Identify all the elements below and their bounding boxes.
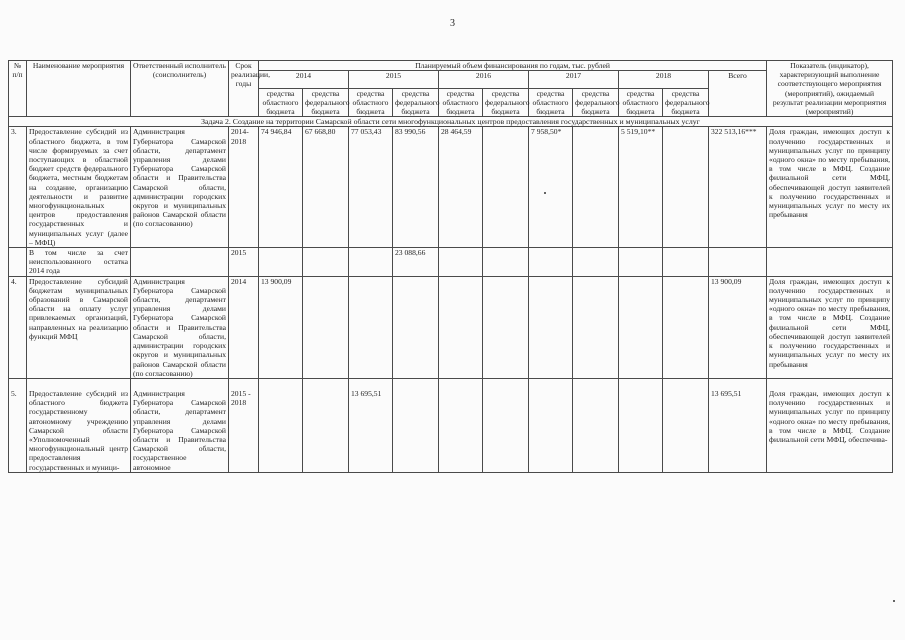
header-name: Наименование мероприятия <box>27 61 131 117</box>
value-cell: 77 053,43 <box>349 127 393 248</box>
header-regional-budget: средства областного бюджета <box>529 88 573 117</box>
value-cell <box>439 378 483 472</box>
header-federal-budget: средства федерального бюджета <box>483 88 529 117</box>
executor: Администрация Губернатора Самарской области, департамент управления делами Губернатора Самарской области и Правительства Самарской области, государственное автономное <box>131 378 229 472</box>
value-cell <box>303 276 349 378</box>
value-cell <box>529 276 573 378</box>
term: 2014-2018 <box>229 127 259 248</box>
header-regional-budget: средства областного бюджета <box>619 88 663 117</box>
value-cell <box>573 127 619 248</box>
value-cell: 5 519,10** <box>619 127 663 248</box>
value-cell <box>663 248 709 277</box>
value-cell: 67 668,80 <box>303 127 349 248</box>
value-cell: 23 088,66 <box>393 248 439 277</box>
value-cell <box>259 248 303 277</box>
value-cell <box>619 248 663 277</box>
value-cell: 13 900,09 <box>259 276 303 378</box>
executor: Администрация Губернатора Самарской области, департамент управления делами Губернатора Самарской области и Правительства Самарской области, администрации городских округов и муниципальных районов Самарской области (по согласованию) <box>131 127 229 248</box>
term: 2014 <box>229 276 259 378</box>
header-executor: Ответственный исполнитель (соисполнитель) <box>131 61 229 117</box>
table-row <box>9 276 893 378</box>
header-federal-budget: средства федерального бюджета <box>573 88 619 117</box>
table-row <box>9 248 893 277</box>
value-cell: 7 958,50* <box>529 127 573 248</box>
header-indicator: Показатель (индикатор), характеризующий выполнение соответствующего мероприятия (мероприятий), ожидаемый результат реализации мероприятия (мероприятий) <box>767 61 893 117</box>
activity-name: Предоставление субсидий бюджетам муниципальных образований в Самарской области на оплату услуг привлекаемых организаций, направленных на реализацию функций МФЦ <box>27 276 131 378</box>
header-year: 2017 <box>529 71 619 88</box>
row-number <box>9 248 27 277</box>
value-cell: 13 695,51 <box>349 378 393 472</box>
total-cell: 13 695,51 <box>709 378 767 472</box>
indicator: Доля граждан, имеющих доступ к получению государственных и муниципальных услуг по принципу «одного окна» по месту пребывания, в том числе в МФЦ. Создание филиальной сети МФЦ, обеспечивающей доступ заявителей к получению государственных и муниципальных услуг по месту их пребывания <box>767 127 893 248</box>
header-year: 2015 <box>349 71 439 88</box>
header-term: Срок реализации, годы <box>229 61 259 117</box>
header-regional-budget: средства областного бюджета <box>439 88 483 117</box>
header-federal-budget: средства федерального бюджета <box>663 88 709 117</box>
value-cell <box>483 378 529 472</box>
value-cell: 28 464,59 <box>439 127 483 248</box>
value-cell <box>483 248 529 277</box>
value-cell <box>529 248 573 277</box>
task-title: Задача 2. Создание на территории Самарской области сети многофункциональных центров предоставления государственных и муниципальных услуг <box>9 117 893 127</box>
value-cell <box>663 127 709 248</box>
total-cell: 322 513,16*** <box>709 127 767 248</box>
executor: Администрация Губернатора Самарской области, департамент управления делами Губернатора Самарской области и Правительства Самарской области, администрации городских округов и муниципальных районов Самарской области (по согласованию) <box>131 276 229 378</box>
table-row <box>9 378 893 472</box>
value-cell <box>663 276 709 378</box>
value-cell <box>573 378 619 472</box>
value-cell <box>393 378 439 472</box>
value-cell <box>439 248 483 277</box>
activity-name: Предоставление субсидий из областного бюджета, в том числе формируемых за счет поступающих в областной бюджет средств федерального бюджета, местным бюджетам на создание, организацию деятельности и развитие многофункциональных центров предоставления государственных и муниципальных услуг (далее – МФЦ) <box>27 127 131 248</box>
table-row <box>9 127 893 248</box>
header-funding: Планируемый объем финансирования по годам, тыс. рублей <box>259 61 767 71</box>
value-cell <box>619 378 663 472</box>
scan-speck <box>893 600 895 602</box>
value-cell <box>259 378 303 472</box>
value-cell <box>349 248 393 277</box>
indicator: Доля граждан, имеющих доступ к получению государственных и муниципальных услуг по принципу «одного окна» по месту пребывания, в том числе в МФЦ. Создание филиальной сети МФЦ, обеспечива- <box>767 378 893 472</box>
row-number: 3. <box>9 127 27 248</box>
page-number: 3 <box>450 18 455 29</box>
value-cell <box>349 276 393 378</box>
header-federal-budget: средства федерального бюджета <box>303 88 349 117</box>
value-cell <box>529 378 573 472</box>
term: 2015 <box>229 248 259 277</box>
row-number: 5. <box>9 378 27 472</box>
executor <box>131 248 229 277</box>
value-cell <box>303 378 349 472</box>
scan-speck <box>544 192 546 194</box>
indicator: Доля граждан, имеющих доступ к получению государственных и муниципальных услуг по принципу «одного окна» по месту пребывания, в том числе в МФЦ. Создание филиальной сети МФЦ, обеспечивающей доступ заявителей к получению государственных и муниципальных услуг по месту их пребывания <box>767 276 893 378</box>
value-cell <box>573 276 619 378</box>
value-cell: 74 946,84 <box>259 127 303 248</box>
header-no: № п/п <box>9 61 27 117</box>
value-cell <box>303 248 349 277</box>
value-cell <box>393 276 439 378</box>
term: 2015 - 2018 <box>229 378 259 472</box>
value-cell <box>483 127 529 248</box>
activity-name: В том числе за счет неиспользованного остатка 2014 года <box>27 248 131 277</box>
value-cell <box>439 276 483 378</box>
financing-plan-table <box>8 60 893 473</box>
value-cell <box>483 276 529 378</box>
header-regional-budget: средства областного бюджета <box>349 88 393 117</box>
value-cell: 83 990,56 <box>393 127 439 248</box>
value-cell <box>663 378 709 472</box>
header-year: 2016 <box>439 71 529 88</box>
total-cell <box>709 248 767 277</box>
header-federal-budget: средства федерального бюджета <box>393 88 439 117</box>
total-cell: 13 900,09 <box>709 276 767 378</box>
row-number: 4. <box>9 276 27 378</box>
value-cell <box>573 248 619 277</box>
activity-name: Предоставление субсидий из областного бюджета государственному автономному учреждению Самарской области «Уполномоченный многофункциональный центр предоставления государственных и муници- <box>27 378 131 472</box>
header-regional-budget: средства областного бюджета <box>259 88 303 117</box>
indicator <box>767 248 893 277</box>
value-cell <box>619 276 663 378</box>
header-year: 2018 <box>619 71 709 88</box>
header-year: 2014 <box>259 71 349 88</box>
header-total: Всего <box>709 71 767 117</box>
